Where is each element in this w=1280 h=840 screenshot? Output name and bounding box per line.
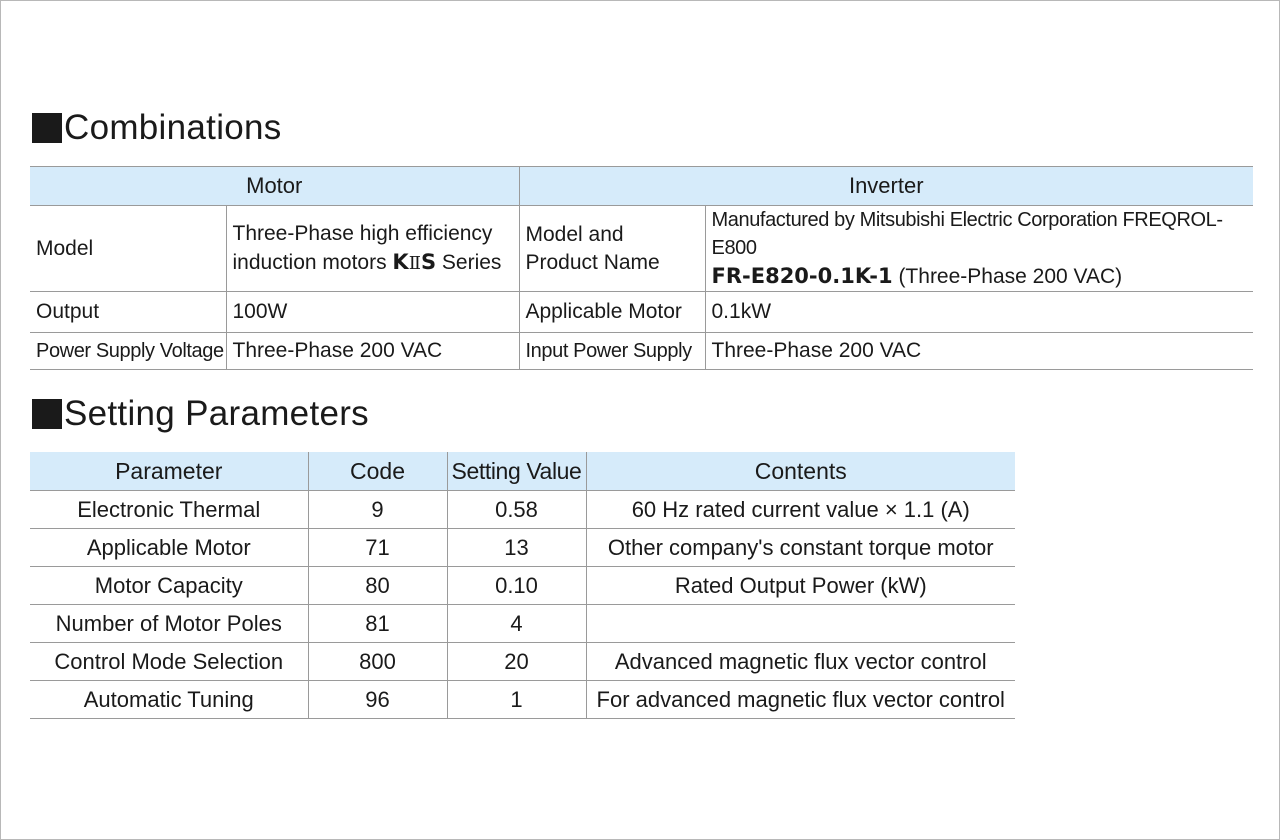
input-power-label: Input Power Supply [519, 333, 705, 370]
setting-parameters-table [30, 452, 1015, 719]
model-label: Model [30, 206, 226, 292]
model-value-suffix: Series [436, 250, 502, 274]
model-value-prefix: induction motors [232, 250, 393, 274]
parameter-code: 71 [308, 529, 447, 567]
table-row [30, 681, 1015, 719]
inverter-model-value [705, 206, 1253, 292]
output-value: 100W [226, 292, 519, 333]
parameter-code: 80 [308, 567, 447, 605]
parameters-header-row [30, 452, 1015, 491]
parameter-contents: Other company's constant torque motor [586, 529, 1015, 567]
parameter-name: Number of Motor Poles [30, 605, 308, 643]
table-row [30, 491, 1015, 529]
inverter-model-label-line2: Product Name [525, 250, 660, 274]
output-label: Output [30, 292, 226, 333]
square-bullet-icon [32, 399, 62, 429]
model-value [226, 206, 519, 292]
setting-parameters-heading [32, 394, 369, 434]
parameter-contents: For advanced magnetic flux vector control [586, 681, 1015, 719]
parameter-setting-value: 13 [447, 529, 586, 567]
parameter-name: Motor Capacity [30, 567, 308, 605]
combinations-table [30, 166, 1253, 370]
parameter-name: Applicable Motor [30, 529, 308, 567]
series-ii: Ⅱ [408, 252, 421, 274]
parameter-setting-value: 1 [447, 681, 586, 719]
series-k: K [392, 249, 409, 274]
parameter-code: 800 [308, 643, 447, 681]
combinations-heading [32, 108, 282, 148]
power-supply-value: Three-Phase 200 VAC [226, 333, 519, 370]
parameter-code: 96 [308, 681, 447, 719]
inverter-manufacturer: Manufactured by Mitsubishi Electric Corporation FREQROL-E800 [711, 209, 1223, 259]
parameter-contents: Rated Output Power (kW) [586, 567, 1015, 605]
parameter-name: Electronic Thermal [30, 491, 308, 529]
series-name [392, 250, 436, 274]
parameter-setting-value: 4 [447, 605, 586, 643]
series-s: S [420, 249, 437, 274]
table-row [30, 529, 1015, 567]
table-row [30, 643, 1015, 681]
inverter-model-label-line1: Model and [525, 222, 624, 246]
table-row [30, 605, 1015, 643]
inverter-model-suffix: (Three-Phase 200 VAC) [892, 265, 1123, 288]
parameter-contents [586, 605, 1015, 643]
combinations-row-output [30, 292, 1253, 333]
parameter-setting-value: 0.10 [447, 567, 586, 605]
inverter-header: Inverter [519, 167, 1253, 206]
combinations-row-power [30, 333, 1253, 370]
combinations-title: Combinations [64, 108, 282, 147]
parameter-name: Control Mode Selection [30, 643, 308, 681]
parameter-code: 81 [308, 605, 447, 643]
combinations-header-row [30, 167, 1253, 206]
header-contents: Contents [586, 452, 1015, 491]
combinations-row-model [30, 206, 1253, 292]
parameter-name: Automatic Tuning [30, 681, 308, 719]
motor-header: Motor [30, 167, 519, 206]
input-power-value: Three-Phase 200 VAC [705, 333, 1253, 370]
model-value-line1: Three-Phase high efficiency [232, 221, 493, 245]
header-setting-value: Setting Value [447, 452, 586, 491]
inverter-model-line2 [712, 262, 1254, 291]
table-row [30, 567, 1015, 605]
header-parameter: Parameter [30, 452, 308, 491]
inverter-model-label [519, 206, 705, 292]
parameter-setting-value: 20 [447, 643, 586, 681]
header-code: Code [308, 452, 447, 491]
parameter-setting-value: 0.58 [447, 491, 586, 529]
model-value-line2 [233, 248, 519, 278]
setting-parameters-title: Setting Parameters [64, 394, 369, 433]
inverter-model-number: FR-E820-0.1K-1 [711, 264, 893, 288]
applicable-motor-label: Applicable Motor [519, 292, 705, 333]
applicable-motor-value: 0.1kW [705, 292, 1253, 333]
square-bullet-icon [32, 113, 62, 143]
parameter-code: 9 [308, 491, 447, 529]
parameter-contents: 60 Hz rated current value × 1.1 (A) [586, 491, 1015, 529]
power-supply-label: Power Supply Voltage [30, 333, 226, 370]
parameter-contents: Advanced magnetic flux vector control [586, 643, 1015, 681]
